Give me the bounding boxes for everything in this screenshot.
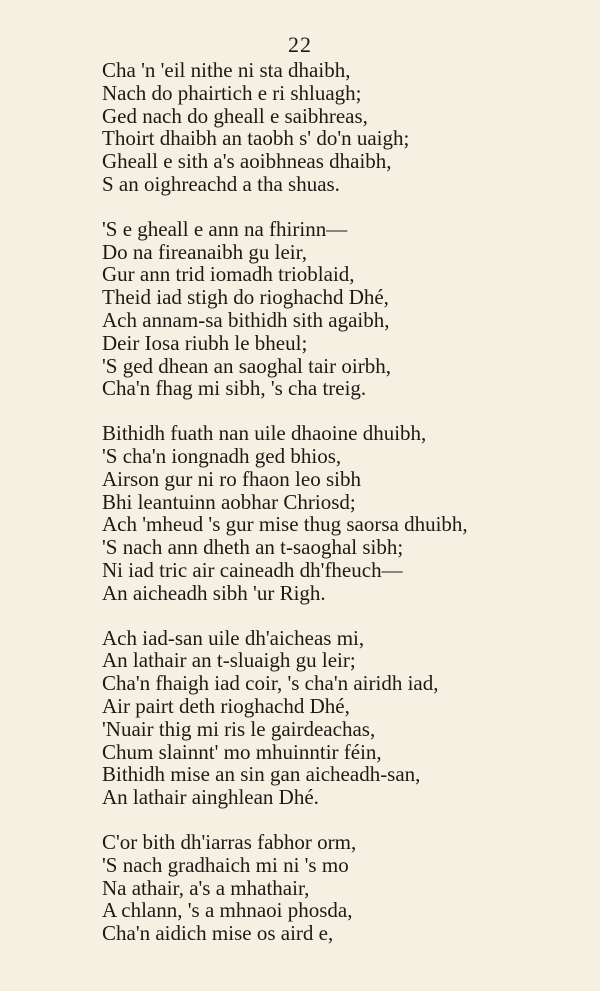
poem-line: Cha'n fhag mi sibh, 's cha treig. (102, 376, 367, 401)
poem-line: Deir Iosa riubh le bheul; (102, 330, 308, 355)
poem-line: An lathair an t-sluaigh gu leir; (102, 648, 356, 673)
poem-line: Bithidh mise an sin gan aicheadh-san, (102, 762, 421, 787)
poem-line: Cha'n aidich mise os aird e, (102, 921, 334, 946)
poem-line: Ach 'mheud 's gur mise thug saorsa dhuibh, (102, 512, 468, 537)
poem-line: Thoirt dhaibh an taobh s' do'n uaigh; (102, 126, 410, 151)
poem-line: Bhi leantuinn aobhar Chriosd; (102, 489, 356, 514)
stanza-1 (102, 59, 522, 196)
poem-line: Airson gur ni ro fhaon leo sibh (102, 466, 361, 491)
poem-line: Ni iad tric air caineadh dh'fheuch— (102, 557, 403, 582)
poem-line: Na athair, a's a mhathair, (102, 875, 310, 900)
poem-text (102, 59, 522, 967)
poem-line: Ged nach do gheall e saibhreas, (102, 103, 368, 128)
poem-line: 'S nach ann dheth an t-saoghal sibh; (102, 535, 404, 560)
stanza-2 (102, 218, 522, 400)
stanza-4 (102, 627, 522, 809)
poem-line: Bithidh fuath nan uile dhaoine dhuibh, (102, 421, 427, 446)
poem-line: An lathair ainghlean Dhé. (102, 785, 319, 810)
stanza-5 (102, 831, 522, 945)
page-number: 22 (288, 32, 312, 57)
poem-line: Theid iad stigh do rioghachd Dhé, (102, 285, 389, 310)
poem-line: Ach iad-san uile dh'aicheas mi, (102, 625, 365, 650)
poem-line: C'or bith dh'iarras fabhor orm, (102, 829, 357, 854)
poem-line: 'S nach gradhaich mi ni 's mo (102, 852, 349, 877)
poem-line: 'S ged dhean an saoghal tair oirbh, (102, 353, 391, 378)
poem-line: 'Nuair thig mi ris le gairdeachas, (102, 716, 376, 741)
poem-line: Gur ann trid iomadh trioblaid, (102, 262, 355, 287)
poem-line: Cha'n fhaigh iad coir, 's cha'n airidh iad, (102, 671, 439, 696)
poem-line: 'S cha'n iongnadh ged bhios, (102, 443, 342, 468)
poem-line: S an oighreachd a tha shuas. (102, 171, 340, 196)
poem-line: Gheall e sith a's aoibhneas dhaibh, (102, 149, 392, 174)
poem-line: Ach annam-sa bithidh sith agaibh, (102, 307, 390, 332)
poem-line: An aicheadh sibh 'ur Righ. (102, 580, 326, 605)
poem-line: Cha 'n 'eil nithe ni sta dhaibh, (102, 58, 351, 82)
poem-line: Do na fireanaibh gu leir, (102, 239, 307, 264)
poem-line: Air pairt deth rioghachd Dhé, (102, 693, 350, 718)
poem-line: 'S e gheall e ann na fhirinn— (102, 216, 348, 241)
poem-line: Nach do phairtich e ri shluagh; (102, 80, 362, 105)
stanza-3 (102, 422, 522, 604)
poem-line: A chlann, 's a mhnaoi phosda, (102, 898, 353, 923)
poem-line: Chum slainnt' mo mhuinntir féin, (102, 739, 382, 764)
